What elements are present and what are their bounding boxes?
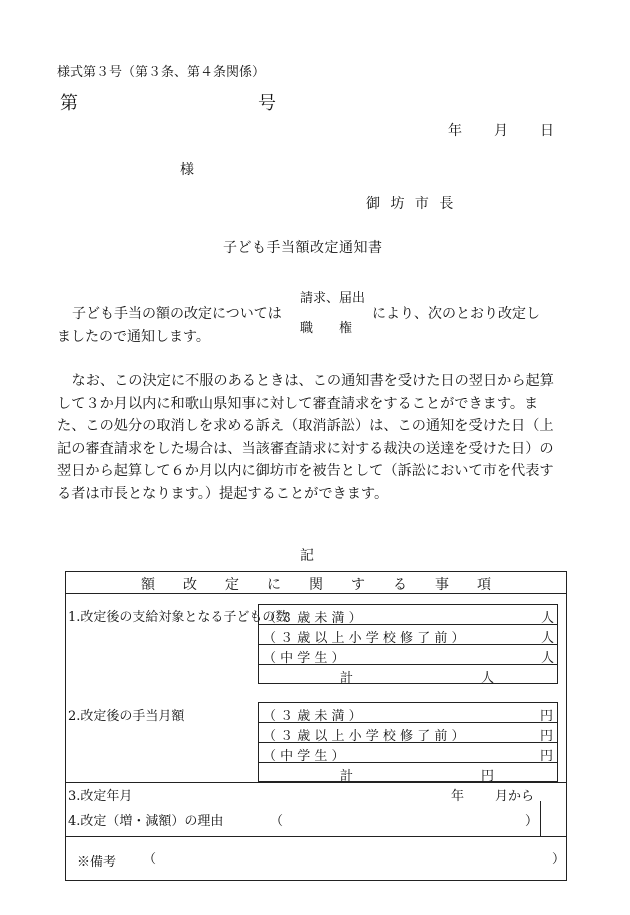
intro-option-request: 請求、届出 — [300, 291, 366, 306]
form-label: 様式第３号（第３条、第４条関係） — [57, 65, 266, 80]
date-month: 月 — [494, 123, 508, 139]
section2-row-unit: 円 — [540, 749, 554, 764]
doc-number-suffix: 号 — [258, 93, 276, 114]
section1-row-unit: 人 — [541, 651, 555, 666]
reason-label: 4.改定（増・減額）の理由 — [68, 814, 224, 829]
page-title: 子ども手当額改定通知書 — [223, 240, 383, 256]
divider — [65, 836, 567, 837]
section2-label: 2.改定後の手当月額 — [68, 709, 185, 724]
revision-date-label: 3.改定年月 — [68, 789, 133, 804]
revision-date-month: 月から — [495, 789, 535, 804]
section2-row-label: （ ３ 歳 未 満 ） — [263, 709, 362, 724]
intro-option-authority: 職 権 — [300, 321, 353, 336]
date-year: 年 — [448, 123, 462, 139]
section1-row-label: （ ３ 歳 未 満 ） — [263, 611, 362, 626]
section2-total-label: 計 — [340, 769, 354, 784]
section2-row-unit: 円 — [540, 709, 554, 724]
issuer: 御 坊 市 長 — [366, 196, 454, 212]
appeal-text: なお、この決定に不服のあるときは、この通知書を受けた日の翌日から起算して３か月以内に和歌山県知事に対して審査請求をすることができます。また、この処分の取消しを求める訴え（取消訴訟）は、この通知を受けた日（上記の審査請求をした場合は、当該審査請求に対する裁決の送達を受けた日）の翌日から起算して６か月以内に御坊市を被告として（訴訟において市を代表する者は市長となります。）提起することができます。 — [57, 373, 554, 502]
section1-row-unit: 人 — [541, 611, 555, 626]
section2-total-unit: 円 — [481, 769, 495, 784]
reason-close: ） — [525, 814, 539, 829]
divider — [540, 801, 541, 836]
revision-date-year: 年 — [451, 789, 465, 804]
remarks-open: （ — [143, 852, 157, 867]
section1-row-label: （ 中 学 生 ） — [263, 651, 345, 666]
doc-number-prefix: 第 — [60, 93, 78, 114]
intro-lead: 子ども手当の額の改定については — [72, 306, 282, 322]
reason-open: （ — [270, 814, 284, 829]
section2-row-label: （ ３ 歳 以 上 小 学 校 修 了 前 ） — [263, 729, 465, 744]
intro-line2: ましたので通知します。 — [57, 329, 210, 345]
section2-row-unit: 円 — [540, 729, 554, 744]
table-header: 額 改 定 に 関 す る 事 項 — [141, 577, 491, 593]
section1-total-unit: 人 — [481, 671, 495, 686]
intro-tail: により、次のとおり改定し — [372, 306, 540, 322]
remarks-close: ） — [552, 852, 566, 867]
section1-row-unit: 人 — [541, 631, 555, 646]
remarks-label: ※備考 — [77, 855, 117, 870]
divider — [65, 782, 567, 783]
section1-total-label: 計 — [340, 671, 354, 686]
recipient-suffix: 様 — [180, 162, 194, 178]
section1-row-label: （ ３ 歳 以 上 小 学 校 修 了 前 ） — [263, 631, 465, 646]
ki-heading: 記 — [300, 548, 314, 564]
section1-label: 1.改定後の支給対象となる子どもの数 — [68, 610, 289, 625]
date-day: 日 — [540, 123, 554, 139]
section2-row-label: （ 中 学 生 ） — [263, 749, 345, 764]
